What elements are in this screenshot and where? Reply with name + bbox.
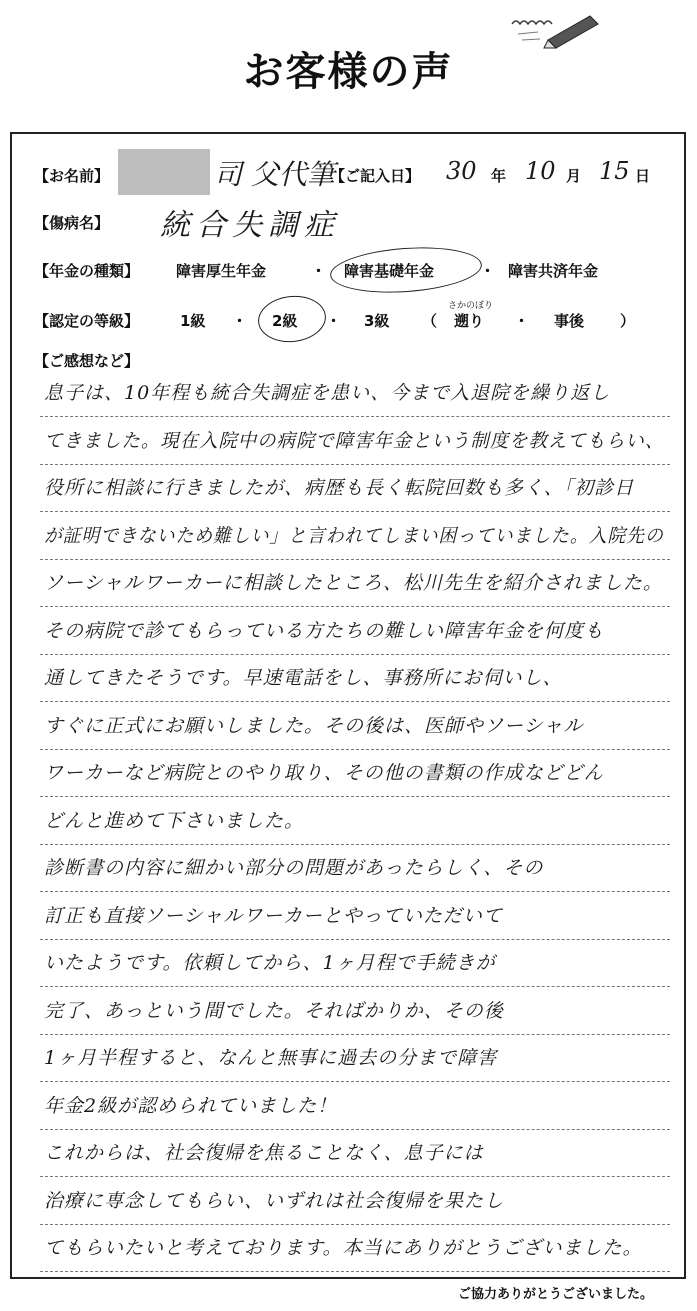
redacted-name — [118, 149, 210, 195]
pencil-icon — [508, 10, 604, 50]
year-unit: 年 — [491, 167, 507, 185]
pension-option-kosei: 障害厚生年金 — [176, 262, 267, 280]
retro-option: 遡り — [454, 312, 485, 330]
impressions-line: 治療に専念してもらい、いずれは社会復帰を果たし — [44, 1189, 505, 1212]
impressions-line: てきました。現在入院中の病院で障害年金という制度を教えてもらい、 — [44, 429, 665, 452]
pension-option-kiso: 障害基礎年金 — [344, 262, 435, 280]
impressions-line: いたようです。依頼してから、1ヶ月程で手続きが — [44, 952, 496, 974]
date-day: 15 — [599, 157, 630, 185]
grade-option-1: 1級 — [180, 312, 206, 330]
impressions-line: ワーカーなど病院とのやり取り、その他の書類の作成などどん — [44, 762, 604, 784]
date-label: 【ご記入日】 — [330, 167, 421, 185]
name-label: 【お名前】 — [34, 167, 110, 185]
grade-paren-close: ） — [620, 312, 636, 330]
grade-option-3: 3級 — [364, 312, 390, 330]
disease-label: 【傷病名】 — [34, 214, 110, 232]
impressions-line: 訂正も直接ソーシャルワーカーとやっていただいて — [44, 904, 503, 927]
retro-furigana: さかのぼり — [448, 301, 494, 311]
impressions-line: 通してきたそうです。早速電話をし、事務所にお伺いし、 — [44, 667, 563, 689]
impressions-line: どんと進めて下さいました。 — [44, 809, 305, 832]
date-year: 30 — [446, 157, 477, 185]
pension-label: 【年金の種類】 — [34, 262, 140, 280]
pension-separator: ・ — [311, 262, 327, 280]
grade-separator: ・ — [232, 312, 248, 330]
impressions-line: 息子は、10年程も統合失調症を患い、今まで入退院を繰り返し — [44, 382, 611, 404]
impressions-line: ソーシャルワーカーに相談したところ、松川先生を紹介されました。 — [44, 572, 663, 594]
date-month: 10 — [525, 157, 556, 185]
impressions-line: 診断書の内容に細かい部分の問題があったらしく、その — [44, 857, 544, 879]
after-option: 事後 — [554, 312, 585, 330]
month-unit: 月 — [566, 167, 582, 185]
impressions-line: その病院で診てもらっている方たちの難しい障害年金を何度も — [44, 619, 605, 642]
impressions-line: 1ヶ月半程すると、なんと無事に過去の分まで障害 — [44, 1047, 498, 1069]
impressions-line: 役所に相談に行きましたが、病歴も長く転院回数も多く、「初診日 — [44, 477, 635, 499]
impressions-line: てもらいたいと考えております。本当にありがとうございました。 — [44, 1237, 643, 1259]
grade-paren-open: （ — [422, 312, 438, 330]
impressions-line: これからは、社会復帰を焦ることなく、息子には — [44, 1142, 484, 1164]
impressions-line: 完了、あっという間でした。そればかりか、その後 — [44, 999, 504, 1022]
footer-thanks: ご協力ありがとうございました。 — [457, 1287, 653, 1302]
impressions-line: が証明できないため難しい」と言われてしまい困っていました。入院先の — [44, 524, 664, 547]
grade-separator: ・ — [326, 312, 342, 330]
grade-option-2: 2級 — [272, 312, 298, 330]
grade-separator: ・ — [514, 312, 530, 330]
impressions-line: すぐに正式にお願いしました。その後は、医師やソーシャル — [44, 714, 584, 737]
pension-separator: ・ — [480, 262, 496, 280]
page-title: お客様の声 — [243, 49, 454, 95]
impressions-label: 【ご感想など】 — [34, 352, 140, 370]
day-unit: 日 — [635, 167, 651, 185]
grade-label: 【認定の等級】 — [34, 312, 140, 330]
pension-option-kyosai: 障害共済年金 — [508, 262, 599, 280]
impressions-line: 年金2級が認められていました！ — [44, 1094, 338, 1117]
disease-value: 統合失調症 — [160, 208, 340, 243]
name-value: 司 父代筆 — [214, 158, 335, 191]
